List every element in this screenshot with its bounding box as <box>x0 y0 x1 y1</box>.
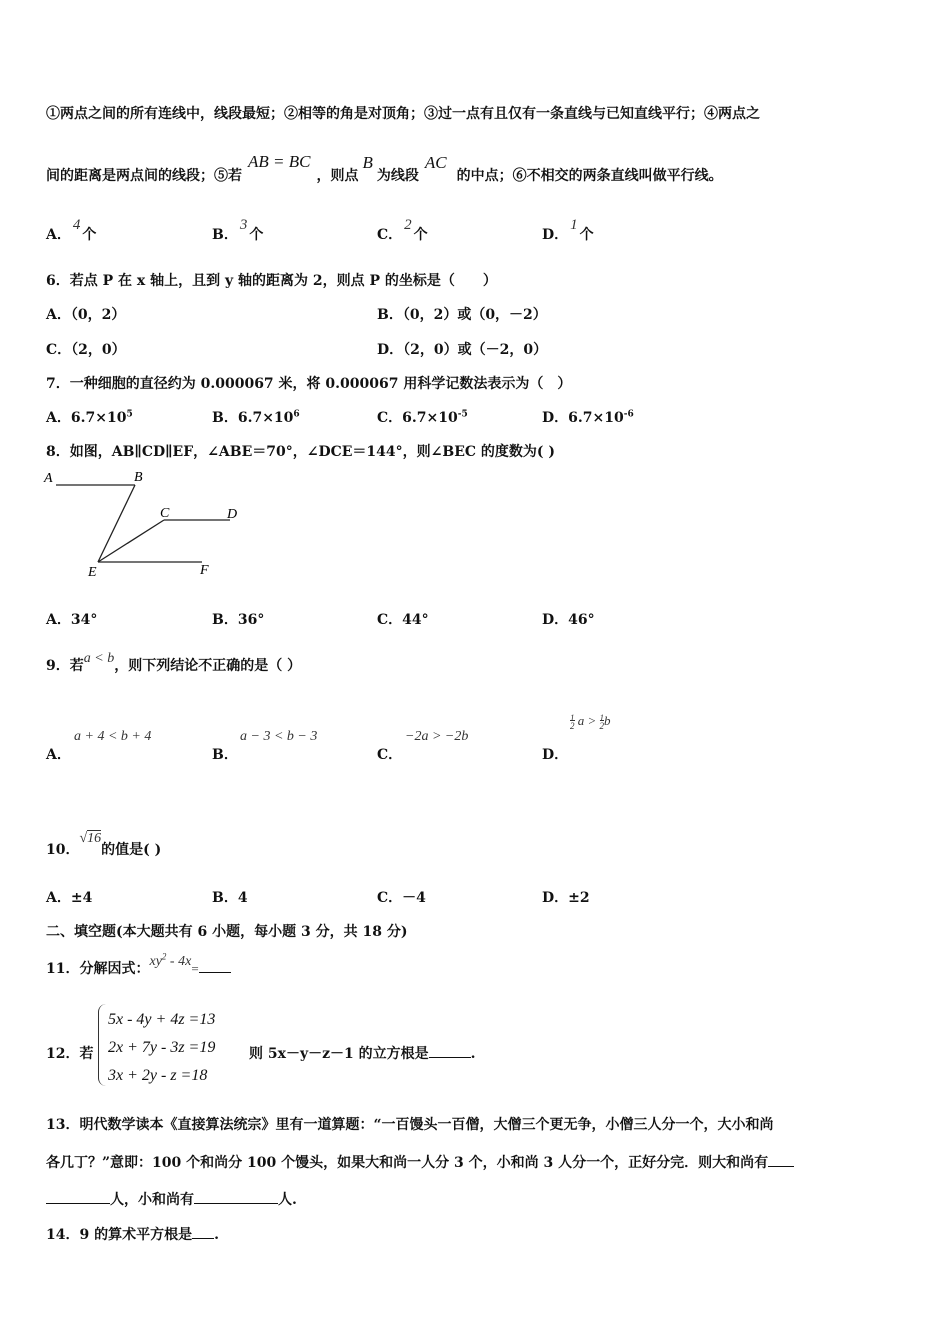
q7-stem: 7．一种细胞的直径约为 0.000067 米，将 0.000067 用科学记数法表示为（ ） <box>46 376 572 392</box>
q8-option-c[interactable]: C．44° <box>377 612 429 628</box>
q10-stem <box>46 831 162 859</box>
q10-radicand: 16 <box>87 831 102 846</box>
q5-segment: AC <box>424 153 447 172</box>
q14-stem <box>46 1224 219 1244</box>
q7-option-b-text: B．6.7×10 <box>212 410 294 426</box>
q5-option-c[interactable] <box>377 217 428 244</box>
q7-option-d[interactable] <box>542 407 634 427</box>
q9-option-a[interactable]: a + 4 < b + 4 <box>74 729 152 744</box>
q14-stem-text: 14．9 的算术平方根是 <box>46 1227 193 1243</box>
q9-d-den-2: 2 <box>599 721 605 732</box>
q11-expr-b: - 4x <box>166 954 192 969</box>
q12-answer-blank[interactable] <box>429 1043 471 1058</box>
q8-label-d: D <box>227 507 238 522</box>
q6-option-a[interactable]: A．（0，2） <box>46 307 126 323</box>
q9-option-a-label[interactable]: A． <box>46 747 71 763</box>
q5-line2-text-d: 的中点；⑥不相交的两条直线叫做平行线。 <box>456 168 723 184</box>
q7-option-c[interactable] <box>377 407 468 427</box>
q13-answer-blank-1b[interactable] <box>46 1189 110 1204</box>
q10-sqrt: √16 <box>79 831 102 846</box>
q10-option-a[interactable]: A．±4 <box>46 890 93 906</box>
q5-option-b[interactable] <box>212 217 264 244</box>
q9-condition: a < b <box>83 651 115 666</box>
q14-end: . <box>214 1227 219 1243</box>
q6-option-b[interactable]: B．（0，2）或（0，－2） <box>377 307 547 323</box>
q8-stem: 8．如图，AB∥CD∥EF，∠ABE＝70°，∠DCE＝144°，则∠BEC 的度数为( ) <box>46 444 556 460</box>
q7-option-d-exponent: -6 <box>623 409 634 420</box>
q13-line2 <box>46 1152 794 1172</box>
q9-option-c[interactable]: −2a > −2b <box>405 729 469 744</box>
q5-equation: AB = BC <box>248 152 311 171</box>
q13-line3-text-b: 人. <box>278 1192 297 1208</box>
q9-d-den-1: 2 <box>570 721 575 732</box>
q5-option-d-value: 1 <box>570 217 578 233</box>
q8-option-b[interactable]: B．36° <box>212 612 265 628</box>
q5-option-b-label: B． <box>212 227 238 243</box>
q13-line1: 13．明代数学读本《直接算法统宗》里有一道算题：“一百馒头一百僧，大僧三个更无争，小僧三人分一个，大小和尚 <box>46 1117 774 1133</box>
q5-option-d-label: D． <box>542 227 569 243</box>
q5-option-d[interactable] <box>542 217 594 244</box>
q11-stem <box>46 951 231 978</box>
q7-option-b-exponent: 6 <box>293 409 300 420</box>
q9-d-end: b <box>604 713 611 728</box>
q11-answer-blank[interactable] <box>199 958 231 973</box>
q8-option-d[interactable]: D．46° <box>542 612 595 628</box>
q9-d-fraction-1 <box>570 714 575 730</box>
q5-option-b-value: 3 <box>239 217 248 233</box>
q10-option-b[interactable]: B．4 <box>212 890 248 906</box>
q8-option-a[interactable]: A．34° <box>46 612 98 628</box>
q5-option-c-unit: 个 <box>413 227 428 243</box>
q9-option-d-label[interactable]: D． <box>542 747 569 763</box>
q6-stem: 6．若点 P 在 x 轴上，且到 y 轴的距离为 2，则点 P 的坐标是（ ） <box>46 273 497 289</box>
q7-option-c-text: C．6.7×10 <box>377 410 458 426</box>
q7-option-a-text: A．6.7×10 <box>46 410 127 426</box>
q9-stem-a: 9．若 <box>46 658 84 674</box>
q5-point-b: B <box>362 153 373 172</box>
q5-line2-text-b: ，则点 <box>316 168 359 184</box>
q10-option-d[interactable]: D．±2 <box>542 890 590 906</box>
q12-equation-1: 5x - 4y + 4z =13 <box>108 1011 216 1028</box>
q9-d-num-2: 1 <box>599 713 605 724</box>
q9-d-mid: a > <box>577 713 597 728</box>
q12-stem <box>249 1043 476 1063</box>
q10-number: 10． <box>46 842 80 858</box>
q5-statements-line1: ①两点之间的所有连线中，线段最短；②相等的角是对顶角；③过一点有且仅有一条直线与已知直线平行；④两点之 <box>46 106 760 122</box>
q9-option-d[interactable] <box>570 713 611 730</box>
q5-option-d-unit: 个 <box>579 227 594 243</box>
q7-option-b[interactable] <box>212 407 300 427</box>
q13-line3 <box>46 1189 297 1209</box>
q13-line3-text-a: 人，小和尚有 <box>110 1192 194 1208</box>
q13-answer-blank-1a[interactable] <box>768 1152 794 1167</box>
q12-equation-2: 2x + 7y - 3z =19 <box>108 1039 216 1056</box>
q10-option-c[interactable]: C．－4 <box>377 890 426 906</box>
q12-equation-3: 3x + 2y - z =18 <box>108 1067 208 1084</box>
q9-option-b[interactable]: a − 3 < b − 3 <box>240 729 318 744</box>
q7-option-c-exponent: -5 <box>457 409 468 420</box>
q10-stem-text: 的值是( ) <box>101 842 162 858</box>
q8-label-c: C <box>160 506 170 521</box>
q5-option-a-value: 4 <box>72 217 81 233</box>
q12-system <box>108 1006 215 1090</box>
q6-option-c[interactable]: C．（2，0） <box>46 342 126 358</box>
q5-statements-line2 <box>46 152 723 185</box>
q5-option-a-unit: 个 <box>82 227 97 243</box>
q11-expr-sup: 2 <box>161 951 167 962</box>
q5-line2-text-a: 间的距离是两点间的线段；⑤若 <box>46 168 242 184</box>
q12-stem-text: 则 5x－y－z－1 的立方根是 <box>249 1046 429 1062</box>
q5-option-c-value: 2 <box>404 217 412 233</box>
q12-end: . <box>470 1046 476 1062</box>
q6-option-d[interactable]: D．（2，0）或（－2，0） <box>377 342 548 358</box>
q13-answer-blank-2[interactable] <box>194 1189 278 1204</box>
q11-equals: = <box>191 961 199 976</box>
q5-option-a-label: A． <box>46 227 71 243</box>
q12-brace <box>98 1004 107 1086</box>
q9-option-b-label[interactable]: B． <box>212 747 238 763</box>
q5-option-b-unit: 个 <box>249 227 264 243</box>
q11-expression <box>149 951 192 969</box>
q9-d-num-1: 1 <box>570 713 575 724</box>
q12-prefix: 12．若 <box>46 1046 94 1062</box>
q5-line2-text-c: 为线段 <box>376 168 419 184</box>
q8-label-e: E <box>88 565 97 580</box>
q7-option-a-exponent: 5 <box>126 409 133 420</box>
q5-option-a[interactable] <box>46 217 97 244</box>
q7-option-a[interactable] <box>46 407 133 427</box>
q8-label-b: B <box>134 470 143 485</box>
q11-stem-text: 11．分解因式： <box>46 961 150 977</box>
q8-label-a: A <box>44 471 53 486</box>
q13-line2-text: 各几丁？”意即：100 个和尚分 100 个馒头，如果大和尚一人分 3 个，小和尚 3 人分一个，正好分完．则大和尚有 <box>46 1155 769 1171</box>
q8-figure <box>40 466 250 582</box>
q9-stem-b: ，则下列结论不正确的是（ ） <box>114 658 302 674</box>
section-2-heading: 二、填空题(本大题共有 6 小题，每小题 3 分，共 18 分) <box>46 924 408 940</box>
q9-stem <box>46 651 302 675</box>
q11-expr-a: xy <box>149 954 162 969</box>
q5-option-c-label: C． <box>377 227 403 243</box>
q9-option-c-label[interactable]: C． <box>377 747 403 763</box>
q14-answer-blank[interactable] <box>192 1224 214 1239</box>
q7-option-d-text: D．6.7×10 <box>542 410 624 426</box>
q8-label-f: F <box>200 563 209 578</box>
